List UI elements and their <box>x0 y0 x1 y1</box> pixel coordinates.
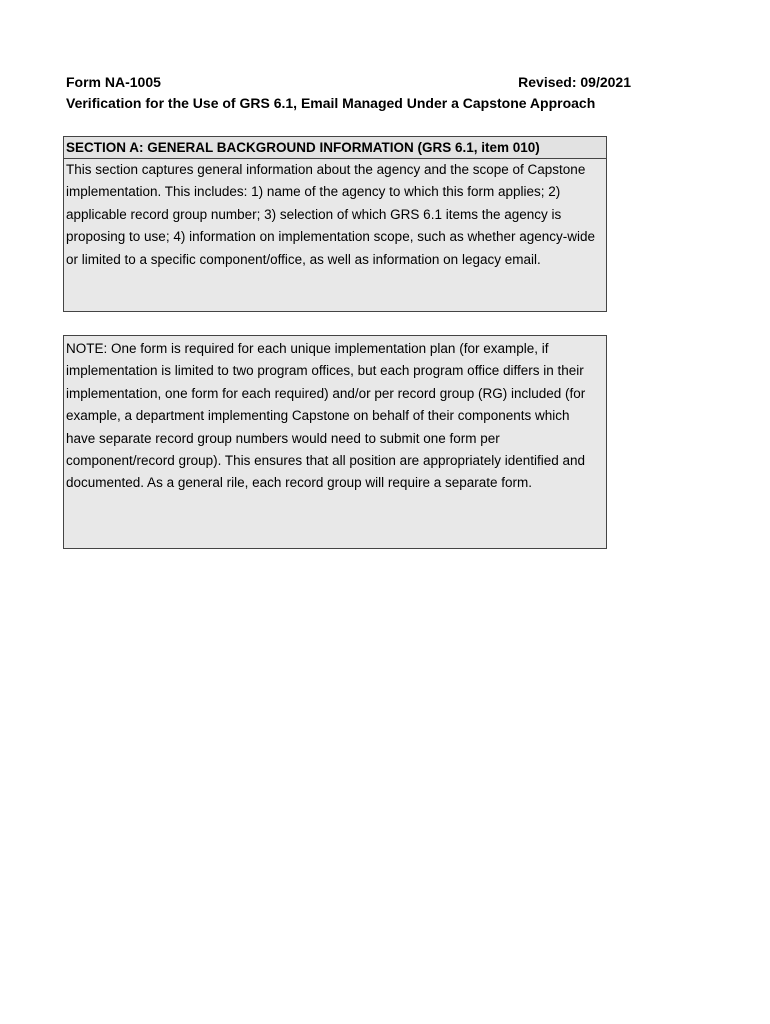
form-title: Verification for the Use of GRS 6.1, Email Managed Under a Capstone Approach <box>66 95 596 111</box>
note-text: NOTE: One form is required for each unique implementation plan (for example, if implementation is limited to two program offices, but each program office differs in their implementation, one form for each required) and/or per record group (RG) included (for example, a department implementing Capstone on behalf of their components which have separate record group numbers would need to submit one form per component/record group). This ensures that all position are appropriately identified and documented. As a general rile, each record group will require a separate form. <box>66 341 586 491</box>
section-a-description: This section captures general information about the agency and the scope of Capstone implementation. This includes: 1) name of the agency to which this form applies; 2) applicable record group number; 3) selection of which GRS 6.1 items the agency is proposing to use; 4) information on implementation scope, such as whether agency-wide or limited to a specific component/office, as well as information on legacy email. <box>66 162 596 267</box>
header-row <box>66 72 631 93</box>
section-a-heading: SECTION A: GENERAL BACKGROUND INFORMATION (GRS 6.1, item 010) <box>64 137 606 159</box>
section-a-box <box>63 136 607 312</box>
revision-date: Revised: 09/2021 <box>518 74 631 90</box>
note-box <box>63 335 607 549</box>
form-number: Form NA-1005 <box>66 74 161 90</box>
form-header <box>66 72 631 114</box>
